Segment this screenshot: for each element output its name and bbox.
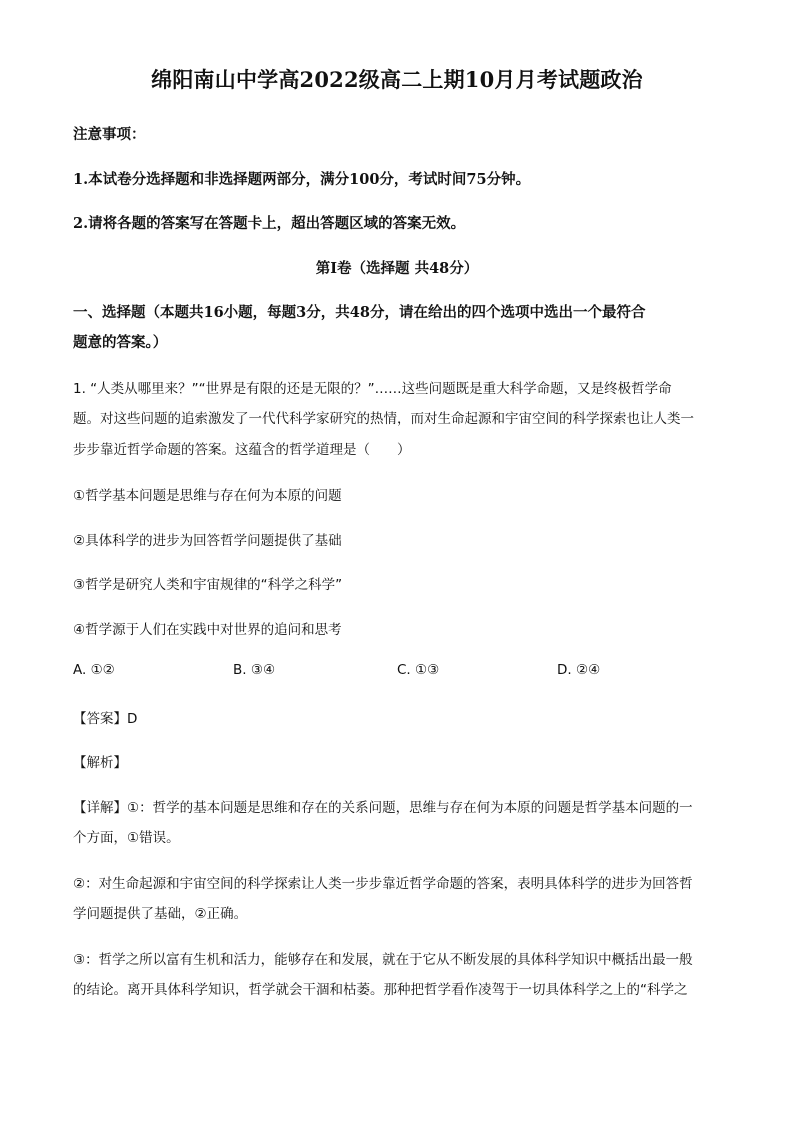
section-instructions-line-2: 题意的答案。） [73, 334, 168, 351]
option-c: C. ①③ [397, 662, 440, 678]
notice-heading: 注意事项： [73, 126, 146, 143]
detail3-line-2: 的结论。离开具体科学知识，哲学就会干涸和枯萎。那种把哲学看作凌驾于一切具体科学之上的“科学之 [73, 982, 688, 998]
notice-item-1: 1.本试卷分选择题和非选择题两部分，满分100分，考试时间75分钟。 [73, 171, 531, 188]
section-title: 第Ⅰ卷（选择题 共48分） [315, 260, 479, 277]
statement-1: ①哲学基本问题是思维与存在何为本原的问题 [73, 488, 342, 504]
question-stem-line-2: 题。对这些问题的追索激发了一代代科学家研究的热情，而对生命起源和宇宙空间的科学探索也让人类一 [73, 411, 694, 427]
detail2-line-1: ②：对生命起源和宇宙空间的科学探索让人类一步步靠近哲学命题的答案，表明具体科学的进步为回答哲 [73, 876, 693, 892]
exam-title: 绵阳南山中学高2022级高二上期10月月考试题政治 [151, 67, 643, 92]
detail3-line-1: ③：哲学之所以富有生机和活力，能够存在和发展，就在于它从不断发展的具体科学知识中概括出最一般 [73, 952, 693, 968]
section-instructions-line-1: 一、选择题（本题共16小题，每题3分，共48分，请在给出的四个选项中选出一个最符合 [73, 304, 646, 321]
answer-line: 【答案】D [73, 711, 138, 727]
option-b: B. ③④ [233, 662, 276, 678]
detail-line-1: 【详解】①：哲学的基本问题是思维和存在的关系问题，思维与存在何为本原的问题是哲学基本问题的一 [73, 800, 693, 816]
question-stem-line-1: 1. “人类从哪里来？”“世界是有限的还是无限的？”……这些问题既是重大科学命题，又是终极哲学命 [73, 381, 672, 397]
statement-3: ③哲学是研究人类和宇宙规律的“科学之科学” [73, 577, 343, 593]
statement-4: ④哲学源于人们在实践中对世界的追问和思考 [73, 622, 342, 638]
question-stem-line-3: 步步靠近哲学命题的答案。这蕴含的哲学道理是（ ） [73, 442, 411, 458]
statement-2: ②具体科学的进步为回答哲学问题提供了基础 [73, 533, 342, 549]
option-d: D. ②④ [557, 662, 601, 678]
notice-item-2: 2.请将各题的答案写在答题卡上，超出答题区域的答案无效。 [73, 215, 466, 232]
detail-line-2: 个方面，①错误。 [73, 830, 180, 846]
detail2-line-2: 学问题提供了基础，②正确。 [73, 906, 248, 922]
option-a: A. ①② [73, 662, 115, 678]
analysis-label: 【解析】 [73, 755, 127, 771]
